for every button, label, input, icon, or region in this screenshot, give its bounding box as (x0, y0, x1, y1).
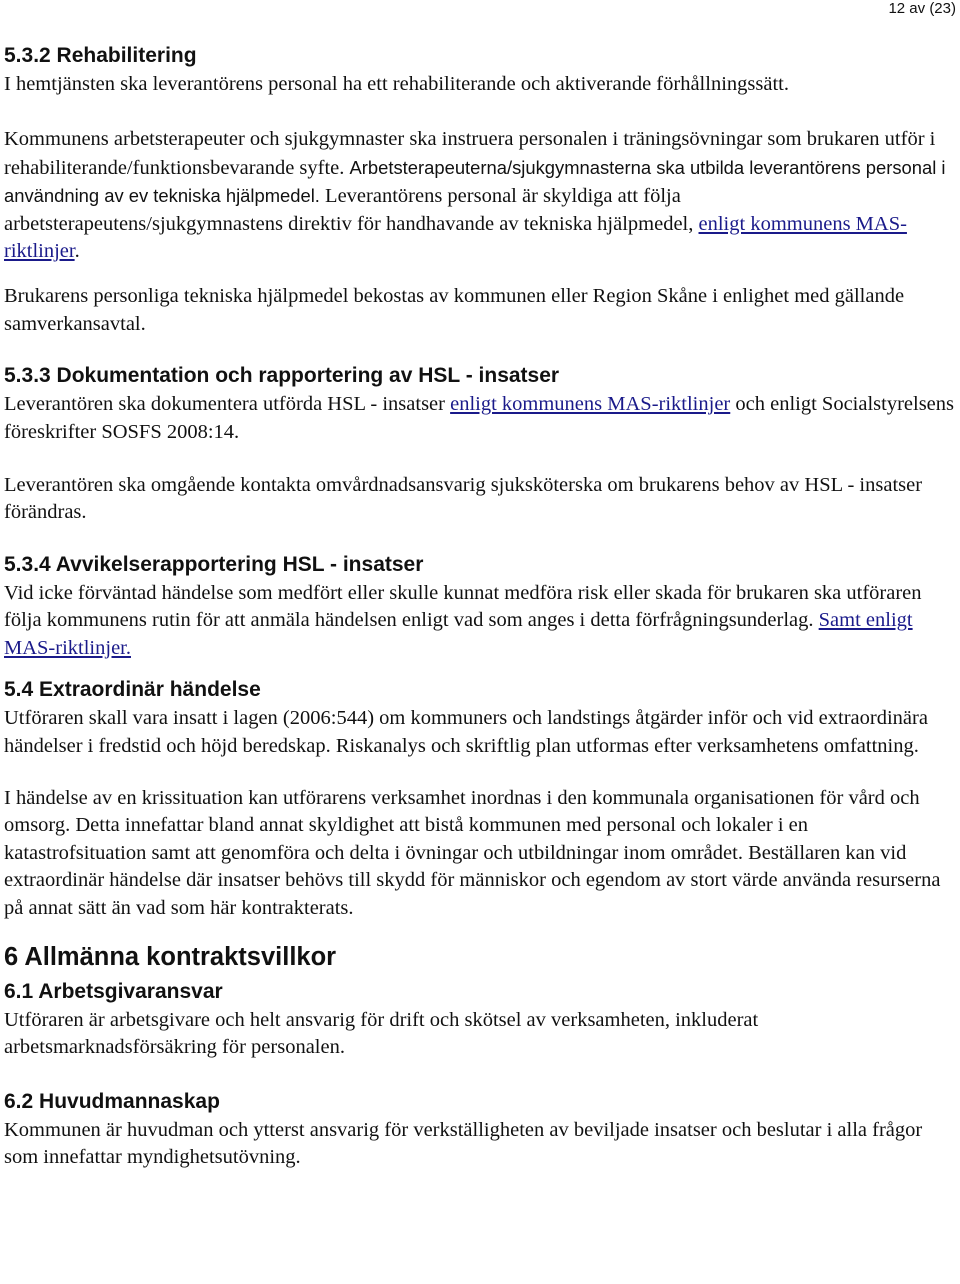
section-5-4 (4, 676, 954, 922)
section-6-1 (4, 978, 954, 1062)
paragraph-text: Arbetsterapeuterna/sjukgymnasterna ska utbilda leverantörens personal i användning av ev tekniska hjälpmedel. (4, 156, 946, 207)
paragraph: Kommunen är huvudman och ytterst ansvarig för verkställigheten av beviljade insatser och beslutar i alla frågor som innefattar myndighetsutövning. (4, 1118, 923, 1169)
paragraph: Utföraren är arbetsgivare och helt ansvarig för drift och skötsel av verksamheten, inkluderat arbetsmarknadsförsäkring för personalen. (4, 1008, 759, 1059)
paragraph (4, 580, 954, 662)
section-heading: 6.2 Huvudmannaskap (4, 1089, 220, 1113)
paragraph-text: och enligt Socialstyrelsens föreskrifter SOSFS 2008:14. (4, 393, 955, 443)
paragraph: Brukarens personliga tekniska hjälpmedel bekostas av kommunen eller Region Skåne i enlighet med gällande samverkansavtal. (4, 285, 905, 335)
section-heading: 5.3.2 Rehabilitering (4, 44, 197, 67)
mas-guidelines-link[interactable]: Samt enligt MAS-riktlinjer. (4, 609, 913, 659)
paragraph: Leverantören ska omgående kontakta omvårdnadsansvarig sjuksköterska om brukarens behov av HSL - insatser förändras. (4, 474, 923, 524)
paragraph-text: Kommunens arbetsterapeuter och sjukgymnaster ska instruera personalen i träningsövningar som brukaren utför i rehabiliterande/funktionsbevarande syfte. (4, 128, 936, 179)
paragraph-text: Leverantörens personal är skyldiga att följa arbetsterapeutens/sjukgymnastens direktiv för handhavande av tekniska hjälpmedel, (4, 185, 694, 235)
paragraph (4, 391, 954, 446)
paragraph-text: Vid icke förväntad händelse som medfört eller skulle kunnat medföra risk eller skada för brukaren ska utföraren följa kommunens rutin för att anmäla händelsen enligt vad som anges i detta förfrågningsunderlag. (4, 581, 922, 632)
paragraph: Utföraren skall vara insatt i lagen (2006:544) om kommuners och landstings åtgärder inför och vid extraordinära händelser i fredstid och höjd beredskap. Riskanalys och skriftlig plan utformas efter verksamhetens omfattning. (4, 707, 928, 757)
section-5-3-3 (4, 362, 954, 527)
paragraph-text: . (74, 240, 80, 263)
paragraph-text: Leverantören ska dokumentera utförda HSL - insatser (4, 393, 445, 416)
chapter-heading: 6 Allmänna kontraktsvillkor (4, 942, 337, 971)
paragraph (4, 126, 954, 265)
paragraph: I hemtjänsten ska leverantörens personal ha ett rehabiliterande och aktiverande förhållningssätt. (4, 73, 789, 95)
section-heading: 5.4 Extraordinär händelse (4, 678, 261, 702)
section-5-3-4 (4, 551, 954, 662)
section-6-2 (4, 1088, 954, 1172)
mas-guidelines-link[interactable]: enligt kommunens MAS-riktlinjer (4, 212, 907, 263)
section-5-3-2 (4, 42, 954, 338)
mas-guidelines-link[interactable]: enligt kommunens MAS-riktlinjer (450, 393, 731, 416)
section-heading: 5.3.3 Dokumentation och rapportering av HSL - insatser (4, 364, 560, 388)
document-body (4, 42, 954, 1172)
section-heading: 5.3.4 Avvikelserapportering HSL - insatser (4, 552, 424, 576)
section-heading: 6.1 Arbetsgivaransvar (4, 979, 223, 1003)
page-number: 12 av (23) (888, 0, 956, 17)
paragraph: I händelse av en krissituation kan utförarens verksamhet inordnas i den kommunala organisationen för vård och omsorg. Detta innefattar bland annat skyldighet att bistå kommunen med personal och lokaler i en katastrofsituation samt att genomföra och delta i övningar och utbildningar inom området. Beställaren kan vid extraordinär händelse där insatser behövs till skydd för människor och egendom av stort värde använda resurserna på annat sätt än vad som här kontrakterats. (4, 786, 941, 919)
